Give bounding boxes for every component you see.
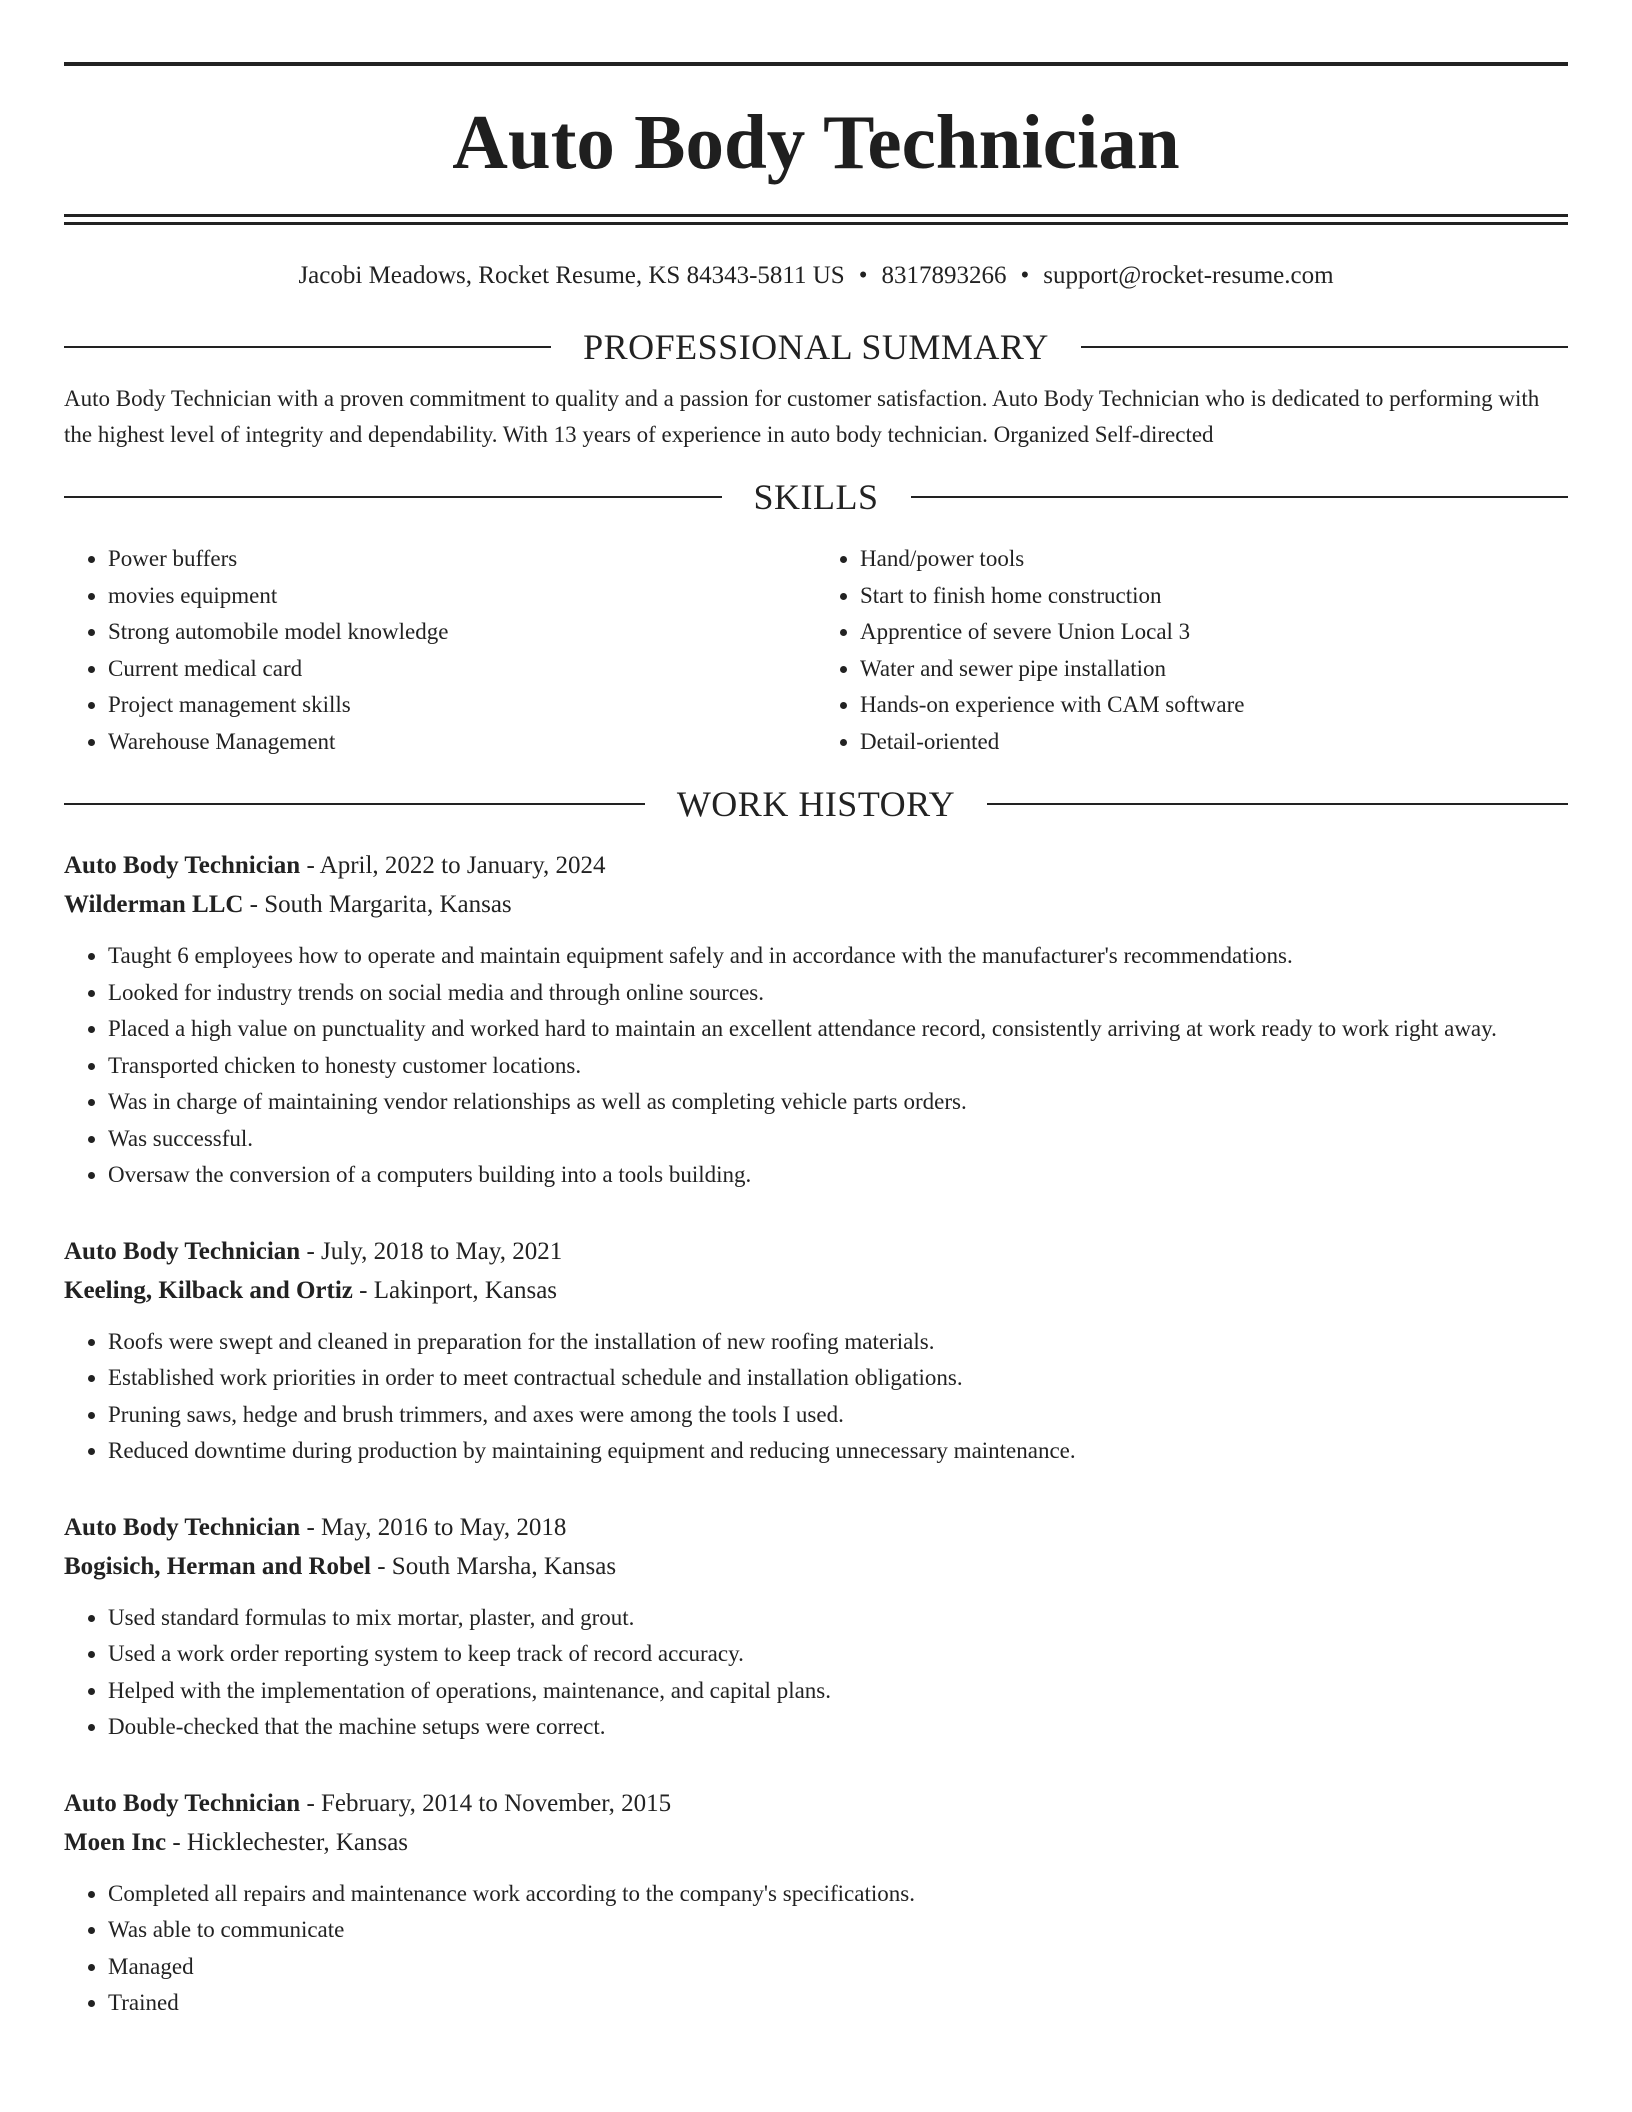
contact-separator: • bbox=[858, 262, 868, 289]
skill-item: • Start to finish home construction bbox=[860, 578, 1568, 615]
job-company-line bbox=[64, 885, 1568, 924]
heading-rule bbox=[1081, 346, 1568, 348]
job-bullet: • Looked for industry trends on social media and through online sources. bbox=[108, 975, 1568, 1012]
skills-list bbox=[64, 541, 1568, 760]
skill-item: • Detail-oriented bbox=[860, 724, 1568, 761]
job-title: Auto Body Technician bbox=[64, 1237, 301, 1265]
job-company: Keeling, Kilback and Ortiz bbox=[64, 1276, 353, 1304]
job-bullet: • Completed all repairs and maintenance work according to the company's specifications. bbox=[108, 1876, 1568, 1913]
job-bullet: • Was in charge of maintaining vendor relationships as well as completing vehicle parts orders. bbox=[108, 1084, 1568, 1121]
job-bullet: • Reduced downtime during production by maintaining equipment and reducing unnecessary maintenance. bbox=[108, 1433, 1568, 1470]
job-entry bbox=[64, 1784, 1568, 2022]
skill-item: • Hand/power tools bbox=[860, 541, 1568, 578]
job-entry bbox=[64, 846, 1568, 1194]
job-dates: - May, 2016 to May, 2018 bbox=[300, 1513, 567, 1541]
skill-item: • Hands-on experience with CAM software bbox=[860, 687, 1568, 724]
job-bullet: • Used a work order reporting system to keep track of record accuracy. bbox=[108, 1636, 1568, 1673]
job-bullet: • Oversaw the conversion of a computers building into a tools building. bbox=[108, 1157, 1568, 1194]
job-location: - South Marsha, Kansas bbox=[370, 1552, 617, 1580]
skill-item: • Apprentice of severe Union Local 3 bbox=[860, 614, 1568, 651]
skill-item: • Project management skills bbox=[108, 687, 816, 724]
contact-address: Jacobi Meadows, Rocket Resume, KS 84343-5811 US bbox=[298, 262, 845, 289]
job-bullet: • Taught 6 employees how to operate and maintain equipment safely and in accordance with the manufacturer's recommendations. bbox=[108, 938, 1568, 975]
job-company-line bbox=[64, 1271, 1568, 1310]
heading-rule bbox=[987, 803, 1568, 805]
job-bullet: • Trained bbox=[108, 1985, 1568, 2022]
job-title: Auto Body Technician bbox=[64, 1789, 301, 1817]
job-entry bbox=[64, 1232, 1568, 1470]
job-bullets bbox=[64, 1876, 1568, 2022]
job-title: Auto Body Technician bbox=[64, 852, 301, 879]
resume-page bbox=[64, 0, 1568, 2022]
job-entry bbox=[64, 1508, 1568, 1746]
resume-title: Auto Body Technician bbox=[452, 99, 1180, 185]
job-dates: - April, 2022 to January, 2024 bbox=[300, 852, 606, 879]
job-company: Bogisich, Herman and Robel bbox=[64, 1552, 371, 1580]
skills-heading bbox=[64, 475, 1568, 519]
job-bullet: • Was successful. bbox=[108, 1121, 1568, 1158]
contact-line bbox=[64, 259, 1568, 293]
contact-email: support@rocket-resume.com bbox=[1043, 262, 1334, 289]
skill-item: • movies equipment bbox=[108, 578, 816, 615]
job-bullets bbox=[64, 1600, 1568, 1746]
job-company-line bbox=[64, 1547, 1568, 1586]
summary-heading-label: PROFESSIONAL SUMMARY bbox=[583, 327, 1049, 367]
skills-column-right bbox=[816, 541, 1568, 760]
top-rule bbox=[64, 62, 1568, 66]
work-history-heading-label: WORK HISTORY bbox=[676, 784, 956, 824]
skill-item: • Water and sewer pipe installation bbox=[860, 651, 1568, 688]
job-title-line bbox=[64, 846, 1568, 885]
job-dates: - July, 2018 to May, 2021 bbox=[300, 1237, 563, 1265]
job-bullets bbox=[64, 1324, 1568, 1470]
contact-separator: • bbox=[1020, 262, 1030, 289]
skills-heading-label: SKILLS bbox=[753, 477, 879, 517]
contact-phone: 8317893266 bbox=[881, 262, 1007, 289]
job-bullet: • Managed bbox=[108, 1949, 1568, 1986]
job-title: Auto Body Technician bbox=[64, 1513, 301, 1541]
job-bullet: • Transported chicken to honesty customer locations. bbox=[108, 1048, 1568, 1085]
double-rule bbox=[64, 214, 1568, 225]
job-company-line bbox=[64, 1823, 1568, 1862]
skill-item: • Power buffers bbox=[108, 541, 816, 578]
job-bullet: • Established work priorities in order to meet contractual schedule and installation obligations. bbox=[108, 1360, 1568, 1397]
job-location: - Lakinport, Kansas bbox=[352, 1276, 558, 1304]
job-location: - South Margarita, Kansas bbox=[243, 891, 512, 918]
job-bullet: • Was able to communicate bbox=[108, 1912, 1568, 1949]
heading-rule bbox=[64, 803, 645, 805]
job-bullet: • Helped with the implementation of operations, maintenance, and capital plans. bbox=[108, 1673, 1568, 1710]
work-history-heading bbox=[64, 782, 1568, 826]
skills-column-left bbox=[64, 541, 816, 760]
job-dates: - February, 2014 to November, 2015 bbox=[300, 1789, 672, 1817]
job-bullet: • Double-checked that the machine setups were correct. bbox=[108, 1709, 1568, 1746]
heading-rule bbox=[64, 346, 551, 348]
job-bullets bbox=[64, 938, 1568, 1194]
job-bullet: • Used standard formulas to mix mortar, plaster, and grout. bbox=[108, 1600, 1568, 1637]
skill-item: • Current medical card bbox=[108, 651, 816, 688]
job-location: - Hicklechester, Kansas bbox=[166, 1828, 409, 1856]
skill-item: • Warehouse Management bbox=[108, 724, 816, 761]
skill-item: • Strong automobile model knowledge bbox=[108, 614, 816, 651]
job-title-line bbox=[64, 1784, 1568, 1823]
job-title-line bbox=[64, 1508, 1568, 1547]
job-bullet: • Placed a high value on punctuality and worked hard to maintain an excellent attendance record, consistently arriving at work ready to work right away. bbox=[108, 1011, 1568, 1048]
job-company: Moen Inc bbox=[64, 1828, 167, 1856]
heading-rule bbox=[64, 496, 722, 498]
job-bullet: • Pruning saws, hedge and brush trimmers, and axes were among the tools I used. bbox=[108, 1397, 1568, 1434]
summary-heading bbox=[64, 325, 1568, 369]
heading-rule bbox=[911, 496, 1569, 498]
job-title-line bbox=[64, 1232, 1568, 1271]
job-company: Wilderman LLC bbox=[64, 891, 244, 918]
summary-text: Auto Body Technician with a proven commitment to quality and a passion for customer satisfaction. Auto Body Technician who is dedicated to performing with the highest level of integrity and dependability. With 13 years of experience in auto body technician. Organized Self-directed bbox=[64, 386, 1540, 447]
job-bullet: • Roofs were swept and cleaned in preparation for the installation of new roofing materials. bbox=[108, 1324, 1568, 1361]
